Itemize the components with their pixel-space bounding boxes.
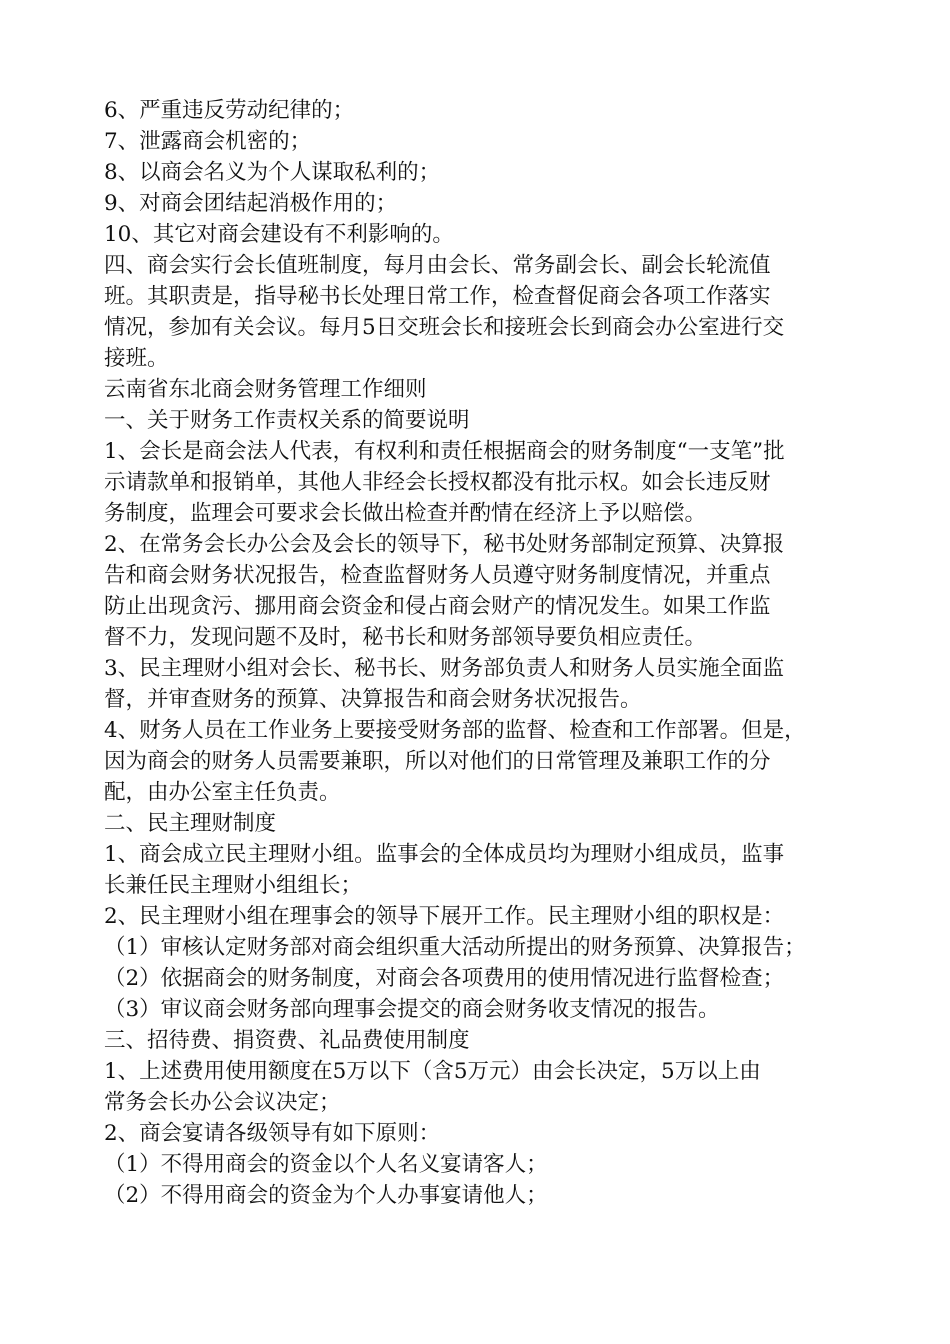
- text-line: （2）不得用商会的资金为个人办事宴请他人；: [104, 1183, 548, 1208]
- text-line: （2）依据商会的财务制度，对商会各项费用的使用情况进行监督检查；: [104, 966, 785, 991]
- text-line: （3）审议商会财务部向理事会提交的商会财务收支情况的报告。: [104, 997, 720, 1022]
- section-heading: 一、关于财务工作责权关系的简要说明: [104, 408, 470, 433]
- text-line: 因为商会的财务人员需要兼职，所以对他们的日常管理及兼职工作的分: [104, 749, 771, 774]
- text-line: 务制度，监理会可要求会长做出检查并酌情在经济上予以赔偿。: [104, 501, 707, 526]
- text-line: 班。其职责是，指导秘书长处理日常工作，检查督促商会各项工作落实: [104, 284, 771, 309]
- text-line: 1、商会成立民主理财小组。监事会的全体成员均为理财小组成员，监事: [104, 842, 785, 867]
- text-line: 2、商会宴请各级领导有如下原则：: [104, 1121, 441, 1146]
- text-line: 四、商会实行会长值班制度，每月由会长、常务副会长、副会长轮流值: [104, 253, 771, 278]
- text-line: 1、上述费用使用额度在5万以下（含5万元）由会长决定，5万以上由: [104, 1059, 761, 1084]
- text-line: 2、在常务会长办公会及会长的领导下，秘书处财务部制定预算、决算报: [104, 532, 785, 557]
- text-line: 9、对商会团结起消极作用的；: [104, 191, 398, 216]
- text-line: 8、以商会名义为个人谋取私利的；: [104, 160, 441, 185]
- text-line: 告和商会财务状况报告，检查监督财务人员遵守财务制度情况，并重点: [104, 563, 771, 588]
- text-line: 10、其它对商会建设有不利影响的。: [104, 222, 454, 247]
- section-heading: 二、民主理财制度: [104, 811, 277, 836]
- text-line: 4、财务人员在工作业务上要接受财务部的监督、检查和工作部署。但是，: [104, 718, 806, 743]
- text-line: 常务会长办公会议决定；: [104, 1090, 341, 1115]
- section-heading: 三、招待费、捐资费、礼品费使用制度: [104, 1028, 470, 1053]
- section-title: 云南省东北商会财务管理工作细则: [104, 377, 427, 402]
- text-line: 1、会长是商会法人代表，有权利和责任根据商会的财务制度“一支笔”批: [104, 439, 785, 464]
- text-line: 接班。: [104, 346, 169, 371]
- text-line: （1）不得用商会的资金以个人名义宴请客人；: [104, 1152, 548, 1177]
- text-line: 督，并审查财务的预算、决算报告和商会财务状况报告。: [104, 687, 642, 712]
- text-line: 示请款单和报销单，其他人非经会长授权都没有批示权。如会长违反财: [104, 470, 771, 495]
- text-line: 情况，参加有关会议。每月5日交班会长和接班会长到商会办公室进行交: [104, 315, 785, 340]
- text-line: 7、泄露商会机密的；: [104, 129, 312, 154]
- text-line: 防止出现贪污、挪用商会资金和侵占商会财产的情况发生。如果工作监: [104, 594, 771, 619]
- text-line: 长兼任民主理财小组组长；: [104, 873, 363, 898]
- text-line: 督不力，发现问题不及时，秘书长和财务部领导要负相应责任。: [104, 625, 707, 650]
- document-body: [104, 95, 864, 1211]
- text-line: 2、民主理财小组在理事会的领导下展开工作。民主理财小组的职权是：: [104, 904, 785, 929]
- text-line: 配，由办公室主任负责。: [104, 780, 341, 805]
- text-line: 6、严重违反劳动纪律的；: [104, 98, 355, 123]
- text-line: 3、民主理财小组对会长、秘书长、财务部负责人和财务人员实施全面监: [104, 656, 785, 681]
- text-line: （1）审核认定财务部对商会组织重大活动所提出的财务预算、决算报告；: [104, 935, 806, 960]
